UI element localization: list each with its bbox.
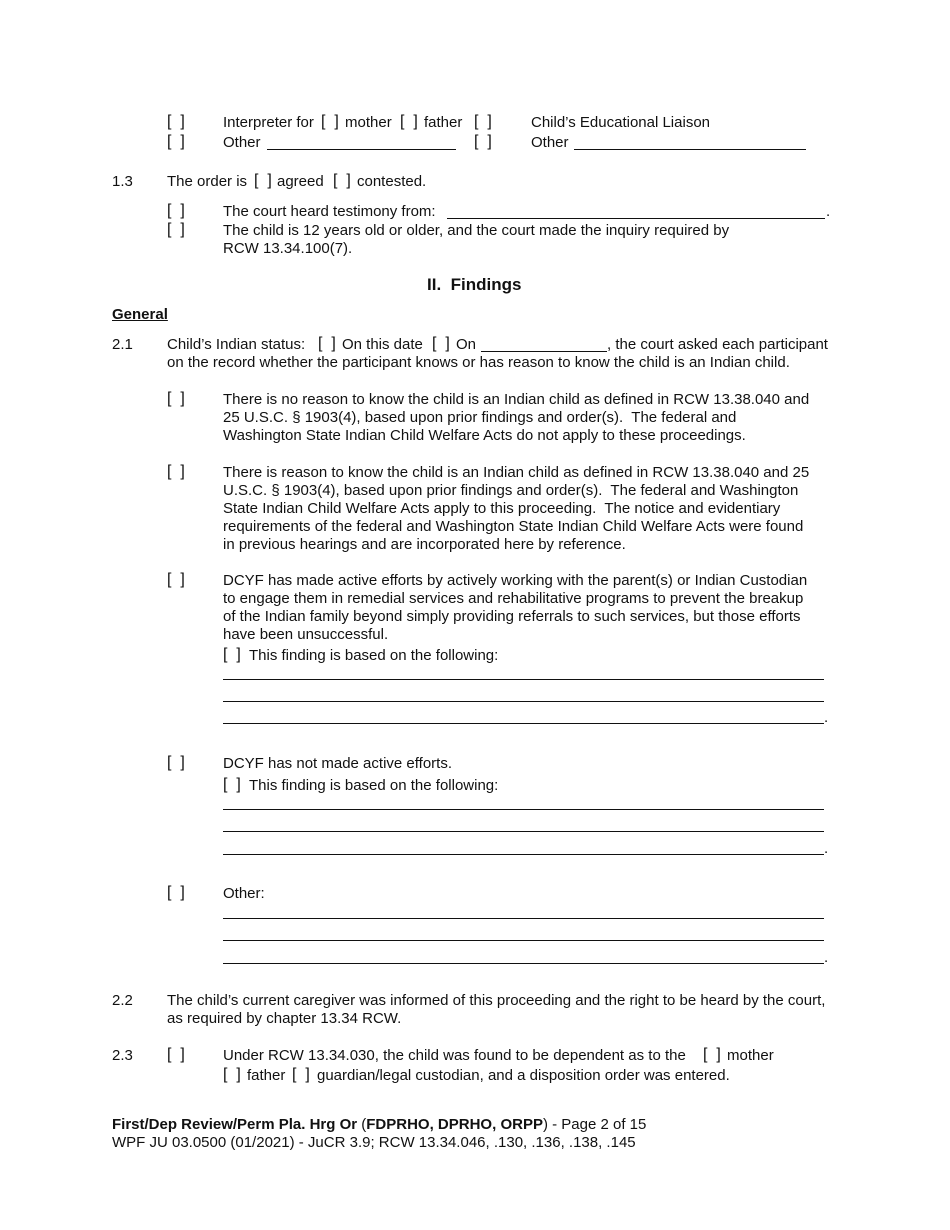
no-active-efforts-basis-line-3[interactable] bbox=[223, 854, 824, 855]
no-reason-line-2: 25 U.S.C. § 1903(4), based upon prior findings and order(s). The federal and bbox=[223, 409, 737, 426]
section-2-1-number: 2.1 bbox=[112, 336, 133, 353]
no-active-efforts-checkbox[interactable]: [ ] bbox=[167, 754, 185, 771]
active-efforts-period: . bbox=[824, 709, 829, 726]
no-active-efforts-label: DCYF has not made active efforts. bbox=[223, 755, 452, 772]
interpreter-checkbox[interactable]: [ ] bbox=[167, 113, 185, 130]
child-12-text-line-2: RCW 13.34.100(7). bbox=[223, 240, 353, 257]
other-right-field[interactable] bbox=[574, 149, 806, 150]
no-active-efforts-basis-label: This finding is based on the following: bbox=[249, 777, 499, 794]
active-efforts-basis-line-1[interactable] bbox=[223, 679, 824, 680]
active-efforts-basis-line-3[interactable] bbox=[223, 723, 824, 724]
indian-status-label: Child’s Indian status: bbox=[167, 336, 306, 353]
footer-form-codes: FDPRHO, DPRHO, ORPP bbox=[366, 1116, 543, 1133]
testimony-label: The court heard testimony from: bbox=[223, 203, 436, 220]
other-finding-line-2[interactable] bbox=[223, 940, 824, 941]
no-reason-line-1: There is no reason to know the child is an Indian child as defined in RCW 13.38.040 and bbox=[223, 391, 810, 408]
other-right-label: Other bbox=[531, 134, 569, 151]
findings-heading: II. Findings bbox=[427, 275, 522, 294]
agreed-checkbox[interactable]: [ ] bbox=[254, 172, 272, 189]
other-finding-line-3[interactable] bbox=[223, 963, 824, 964]
reason-line-4: requirements of the federal and Washington State Indian Child Welfare Acts were found bbox=[223, 518, 804, 535]
footer-title-bold: First/Dep Review/Perm Pla. Hrg Or bbox=[112, 1116, 358, 1133]
footer-paren-open: ( bbox=[361, 1116, 367, 1133]
child-12-checkbox[interactable]: [ ] bbox=[167, 221, 185, 238]
active-efforts-basis-label: This finding is based on the following: bbox=[249, 647, 499, 664]
no-reason-line-3: Washington State Indian Child Welfare Acts do not apply to these proceedings. bbox=[223, 427, 746, 444]
other-finding-checkbox[interactable]: [ ] bbox=[167, 884, 185, 901]
contested-label: contested. bbox=[357, 173, 427, 190]
dependent-father-label: father bbox=[247, 1067, 286, 1084]
active-efforts-basis-checkbox[interactable]: [ ] bbox=[223, 646, 241, 663]
footer-page-number: ) - Page 2 of 15 bbox=[542, 1116, 647, 1133]
other-left-label: Other bbox=[223, 134, 261, 151]
dependent-checkbox[interactable]: [ ] bbox=[167, 1046, 185, 1063]
testimony-checkbox[interactable]: [ ] bbox=[167, 202, 185, 219]
order-is-label: The order is bbox=[167, 173, 248, 190]
testimony-period: . bbox=[826, 203, 831, 220]
reason-line-3: State Indian Child Welfare Acts apply to this proceeding. The notice and evidentiary bbox=[223, 500, 781, 517]
child-12-text-line-1: The child is 12 years old or older, and the court made the inquiry required by bbox=[223, 222, 730, 239]
other-finding-label: Other: bbox=[223, 885, 265, 902]
active-efforts-basis-line-2[interactable] bbox=[223, 701, 824, 702]
active-efforts-checkbox[interactable]: [ ] bbox=[167, 571, 185, 588]
interp-father-checkbox[interactable]: [ ] bbox=[400, 113, 418, 130]
other-finding-line-1[interactable] bbox=[223, 918, 824, 919]
other-finding-period: . bbox=[824, 949, 829, 966]
indian-status-line-2: on the record whether the participant knows or has reason to know the child is an Indian child. bbox=[167, 354, 790, 371]
no-reason-checkbox[interactable]: [ ] bbox=[167, 390, 185, 407]
dependent-line-1: Under RCW 13.34.030, the child was found to be dependent as to the bbox=[223, 1047, 686, 1064]
general-subheading: General bbox=[112, 306, 168, 323]
section-2-3-number: 2.3 bbox=[112, 1047, 133, 1064]
active-efforts-line-4: have been unsuccessful. bbox=[223, 626, 389, 643]
reason-line-5: in previous hearings and are incorporated here by reference. bbox=[223, 536, 626, 553]
on-date-label: On bbox=[456, 336, 477, 353]
caregiver-line-2: as required by chapter 13.34 RCW. bbox=[167, 1010, 402, 1027]
section-2-2-number: 2.2 bbox=[112, 992, 133, 1009]
interpreter-label: Interpreter for bbox=[223, 114, 314, 131]
dependent-guardian-checkbox[interactable]: [ ] bbox=[292, 1066, 310, 1083]
dependent-mother-label: mother bbox=[727, 1047, 774, 1064]
active-efforts-line-2: to engage them in remedial services and rehabilitative programs to prevent the breakup bbox=[223, 590, 804, 607]
on-date-field[interactable] bbox=[481, 351, 607, 352]
active-efforts-line-1: DCYF has made active efforts by actively working with the parent(s) or Indian Custodian bbox=[223, 572, 808, 589]
no-active-efforts-period: . bbox=[824, 840, 829, 857]
other-left-checkbox[interactable]: [ ] bbox=[167, 133, 185, 150]
dependent-mother-checkbox[interactable]: [ ] bbox=[703, 1046, 721, 1063]
interp-father-label: father bbox=[424, 114, 463, 131]
reason-line-1: There is reason to know the child is an Indian child as defined in RCW 13.38.040 and 25 bbox=[223, 464, 810, 481]
active-efforts-line-3: of the Indian family beyond simply providing referrals to such services, but those efforts bbox=[223, 608, 801, 625]
section-1-3-number: 1.3 bbox=[112, 173, 133, 190]
dependent-father-checkbox[interactable]: [ ] bbox=[223, 1066, 241, 1083]
on-this-date-checkbox[interactable]: [ ] bbox=[318, 335, 336, 352]
no-active-efforts-basis-line-2[interactable] bbox=[223, 831, 824, 832]
footer-form-title bbox=[112, 1116, 646, 1134]
interp-mother-label: mother bbox=[345, 114, 392, 131]
dependent-guardian-text: guardian/legal custodian, and a disposition order was entered. bbox=[317, 1067, 730, 1084]
contested-checkbox[interactable]: [ ] bbox=[333, 172, 351, 189]
footer-form-reference: WPF JU 03.0500 (01/2021) - JuCR 3.9; RCW 13.34.046, .130, .136, .138, .145 bbox=[112, 1134, 636, 1151]
indian-status-text-tail: , the court asked each participant bbox=[607, 336, 828, 353]
reason-to-know-checkbox[interactable]: [ ] bbox=[167, 463, 185, 480]
liaison-checkbox[interactable]: [ ] bbox=[474, 113, 492, 130]
no-active-efforts-basis-line-1[interactable] bbox=[223, 809, 824, 810]
on-this-date-label: On this date bbox=[342, 336, 423, 353]
caregiver-line-1: The child’s current caregiver was informed of this proceeding and the right to be heard by the court, bbox=[167, 992, 826, 1009]
reason-line-2: U.S.C. § 1903(4), based upon prior findings and order(s). The federal and Washington bbox=[223, 482, 799, 499]
liaison-label: Child’s Educational Liaison bbox=[531, 114, 711, 131]
other-left-field[interactable] bbox=[267, 149, 456, 150]
agreed-label: agreed bbox=[277, 173, 324, 190]
no-active-efforts-basis-checkbox[interactable]: [ ] bbox=[223, 776, 241, 793]
testimony-field[interactable] bbox=[447, 218, 825, 219]
other-right-checkbox[interactable]: [ ] bbox=[474, 133, 492, 150]
interp-mother-checkbox[interactable]: [ ] bbox=[321, 113, 339, 130]
on-date-checkbox[interactable]: [ ] bbox=[432, 335, 450, 352]
